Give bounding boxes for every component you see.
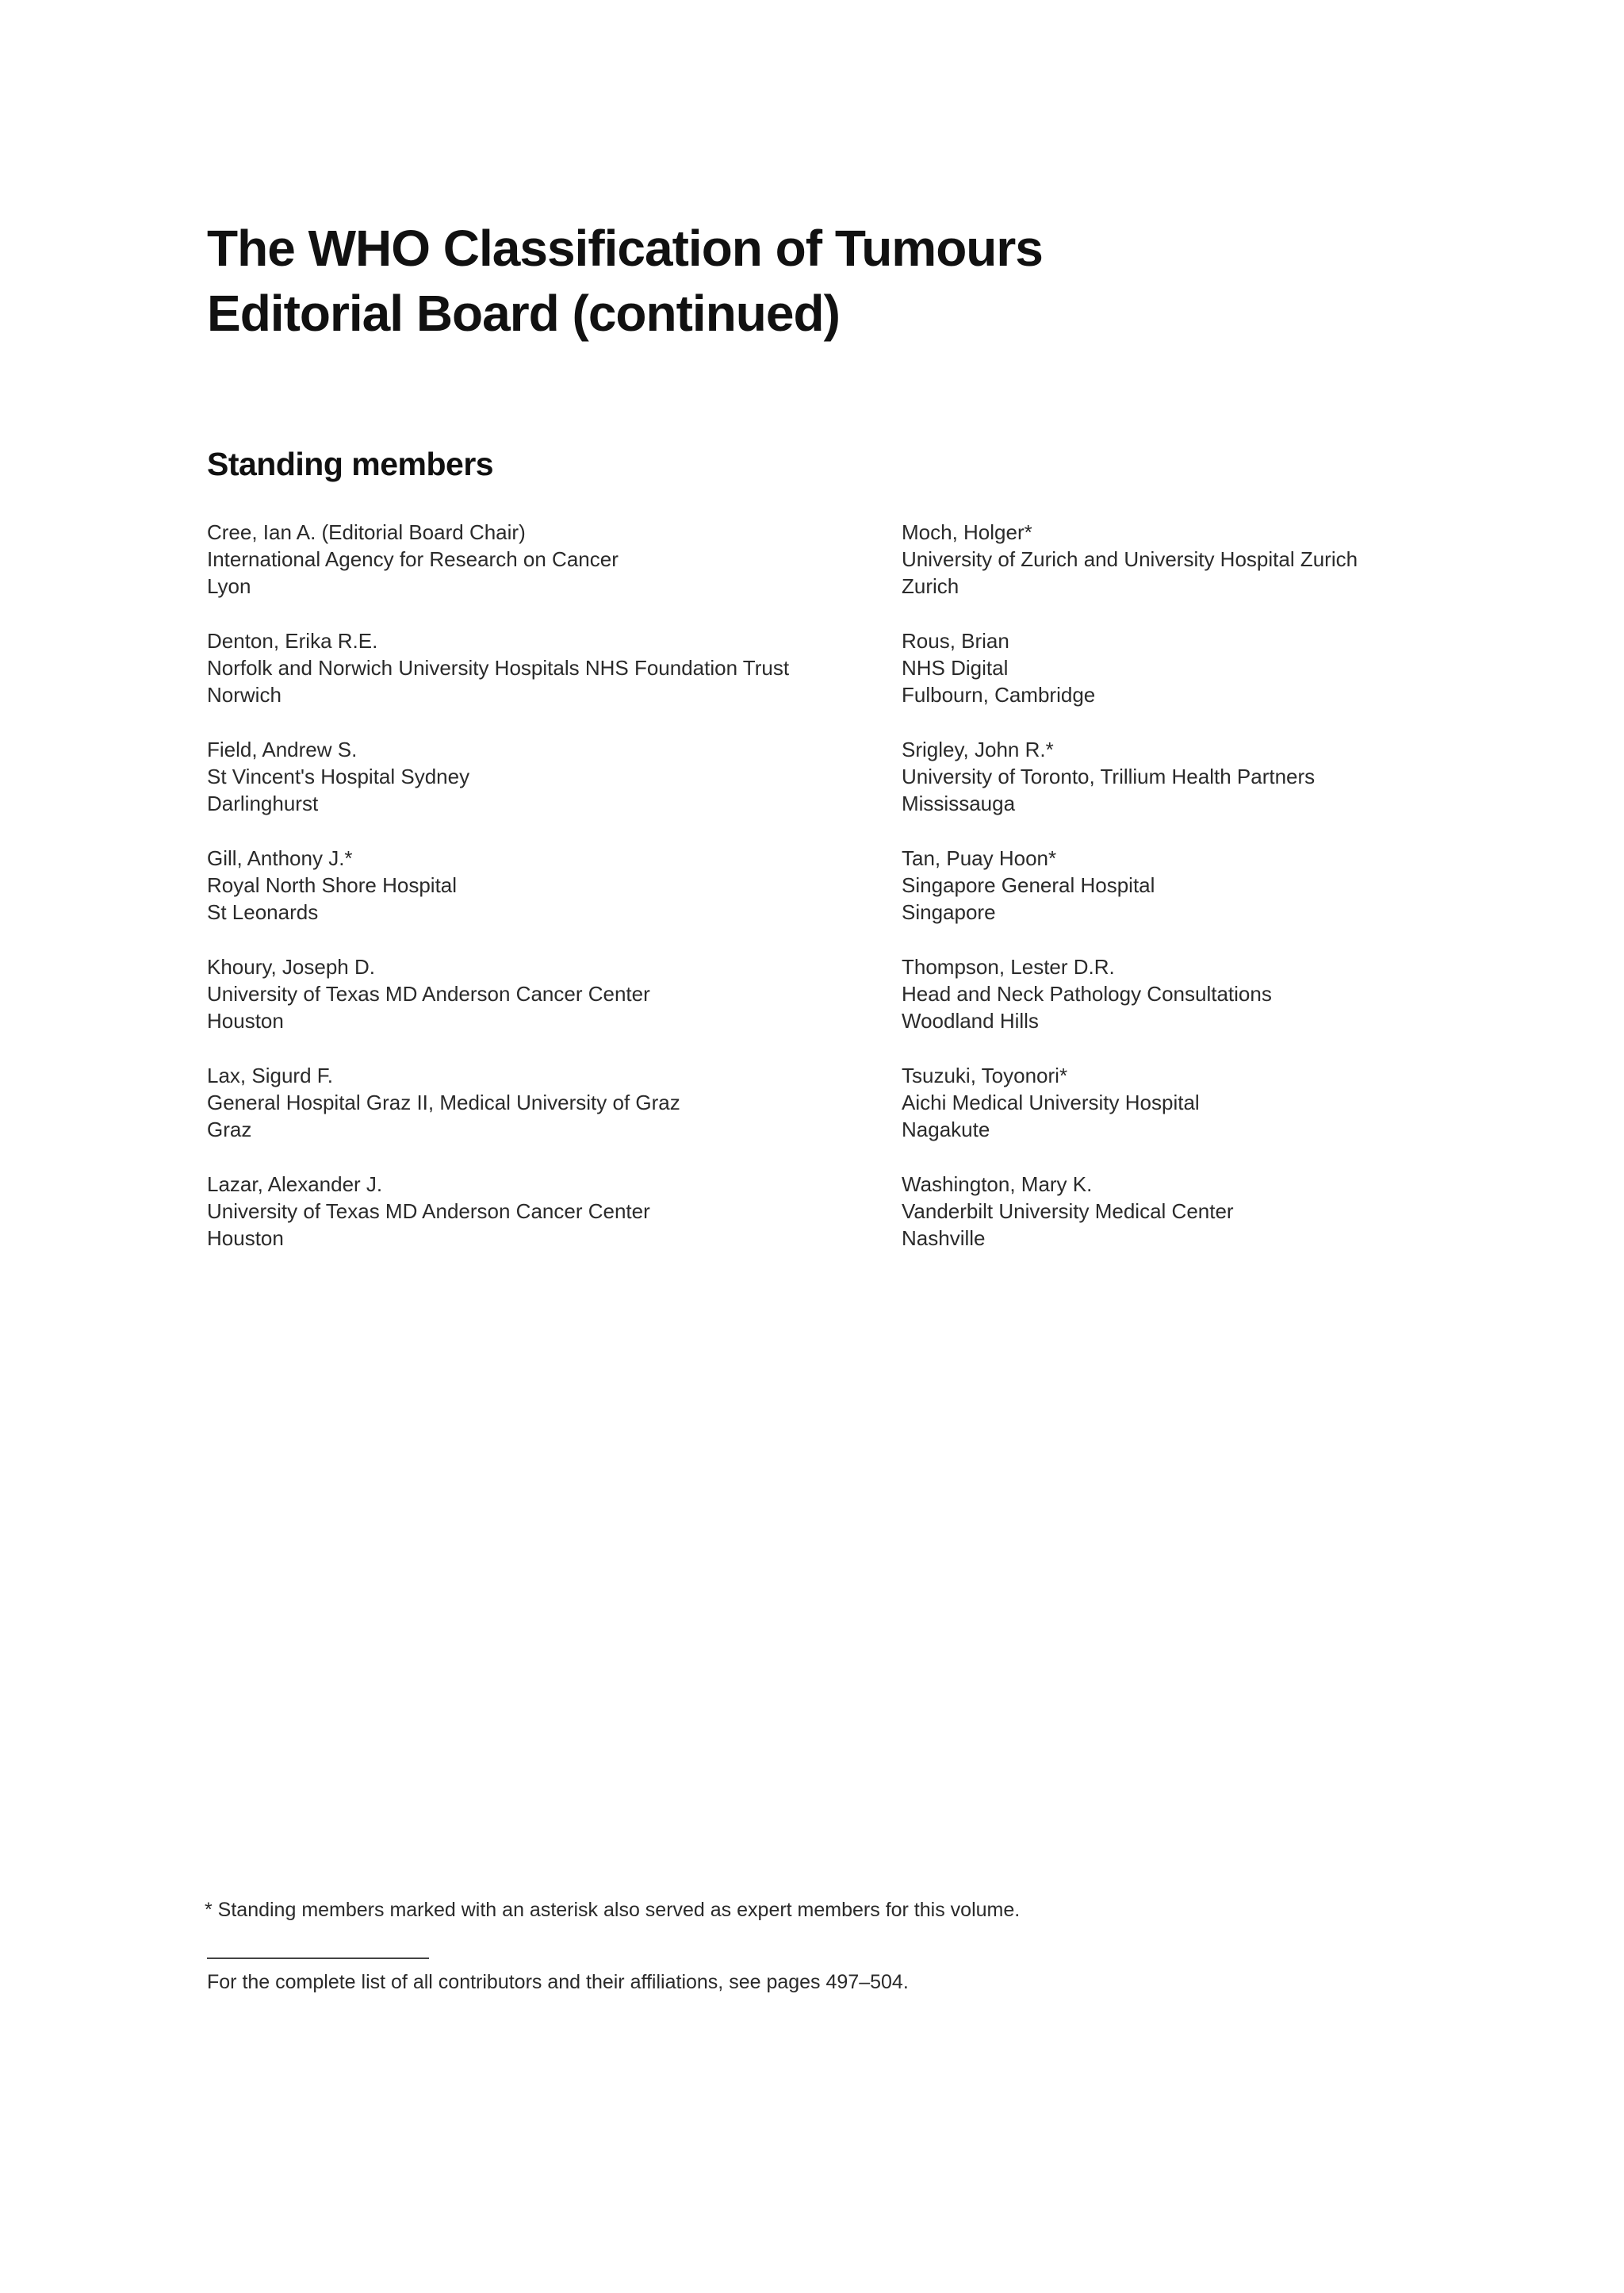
member-entry <box>207 1062 889 1171</box>
member-name: Washington, Mary K. <box>902 1172 1093 1196</box>
member-affiliation: General Hospital Graz II, Medical University of Graz <box>207 1091 680 1114</box>
member-name: Rous, Brian <box>902 629 1009 653</box>
member-name: Lax, Sigurd F. <box>207 1064 333 1087</box>
member-entry <box>902 953 1584 1062</box>
asterisk-footnote: * Standing members marked with an asterisk also served as expert members for this volume. <box>205 1899 1021 1921</box>
member-affiliation: NHS Digital <box>902 656 1009 680</box>
member-location: Fulbourn, Cambridge <box>902 683 1096 707</box>
member-entry <box>902 627 1584 736</box>
member-entry <box>902 519 1584 627</box>
member-entry <box>207 736 889 845</box>
member-name: Khoury, Joseph D. <box>207 955 375 979</box>
page-title-line-2: Editorial Board (continued) <box>207 285 840 342</box>
member-name: Tsuzuki, Toyonori* <box>902 1064 1068 1087</box>
page-title <box>207 216 1043 346</box>
member-location: Mississauga <box>902 792 1016 815</box>
member-entry <box>207 1171 889 1279</box>
member-affiliation: University of Texas MD Anderson Cancer Center <box>207 982 650 1006</box>
member-name: Denton, Erika R.E. <box>207 629 378 653</box>
member-affiliation: University of Texas MD Anderson Cancer Center <box>207 1199 650 1223</box>
member-affiliation: International Agency for Research on Cancer <box>207 547 619 571</box>
section-heading: Standing members <box>207 446 494 482</box>
member-location: Norwich <box>207 683 282 707</box>
member-entry <box>902 845 1584 953</box>
member-name: Srigley, John R.* <box>902 738 1054 761</box>
member-affiliation: University of Toronto, Trillium Health Partners <box>902 765 1316 788</box>
member-name: Thompson, Lester D.R. <box>902 955 1115 979</box>
member-entry <box>207 845 889 953</box>
member-affiliation: Royal North Shore Hospital <box>207 873 458 897</box>
member-name: Gill, Anthony J.* <box>207 846 353 870</box>
member-entry <box>207 627 889 736</box>
member-location: Graz <box>207 1118 252 1141</box>
member-affiliation: Head and Neck Pathology Consultations <box>902 982 1272 1006</box>
member-name: Field, Andrew S. <box>207 738 358 761</box>
member-location: Nagakute <box>902 1118 990 1141</box>
member-entry <box>207 953 889 1062</box>
member-entry <box>902 736 1584 845</box>
members-column-right <box>902 519 1584 1279</box>
member-location: Houston <box>207 1009 284 1033</box>
page-title-line-1: The WHO Classification of Tumours <box>207 220 1043 277</box>
member-affiliation: St Vincent's Hospital Sydney <box>207 765 470 788</box>
member-location: Singapore <box>902 900 996 924</box>
member-affiliation: Singapore General Hospital <box>902 873 1155 897</box>
member-location: Zurich <box>902 574 959 598</box>
member-entry <box>207 519 889 627</box>
member-affiliation: University of Zurich and University Hospital Zurich <box>902 547 1358 571</box>
member-name: Cree, Ian A. (Editorial Board Chair) <box>207 520 526 544</box>
member-name: Tan, Puay Hoon* <box>902 846 1057 870</box>
member-affiliation: Aichi Medical University Hospital <box>902 1091 1200 1114</box>
member-location: St Leonards <box>207 900 319 924</box>
footnote-divider <box>207 1957 429 1959</box>
member-location: Lyon <box>207 574 251 598</box>
member-location: Nashville <box>902 1226 986 1250</box>
member-entry <box>902 1171 1584 1279</box>
member-location: Woodland Hills <box>902 1009 1039 1033</box>
members-column-left <box>207 519 889 1279</box>
member-name: Lazar, Alexander J. <box>207 1172 383 1196</box>
member-affiliation: Norfolk and Norwich University Hospitals NHS Foundation Trust <box>207 656 790 680</box>
member-affiliation: Vanderbilt University Medical Center <box>902 1199 1234 1223</box>
member-name: Moch, Holger* <box>902 520 1032 544</box>
member-location: Darlinghurst <box>207 792 319 815</box>
member-location: Houston <box>207 1226 284 1250</box>
contributors-note: For the complete list of all contributors and their affiliations, see pages 497–504. <box>207 1971 909 1993</box>
member-entry <box>902 1062 1584 1171</box>
